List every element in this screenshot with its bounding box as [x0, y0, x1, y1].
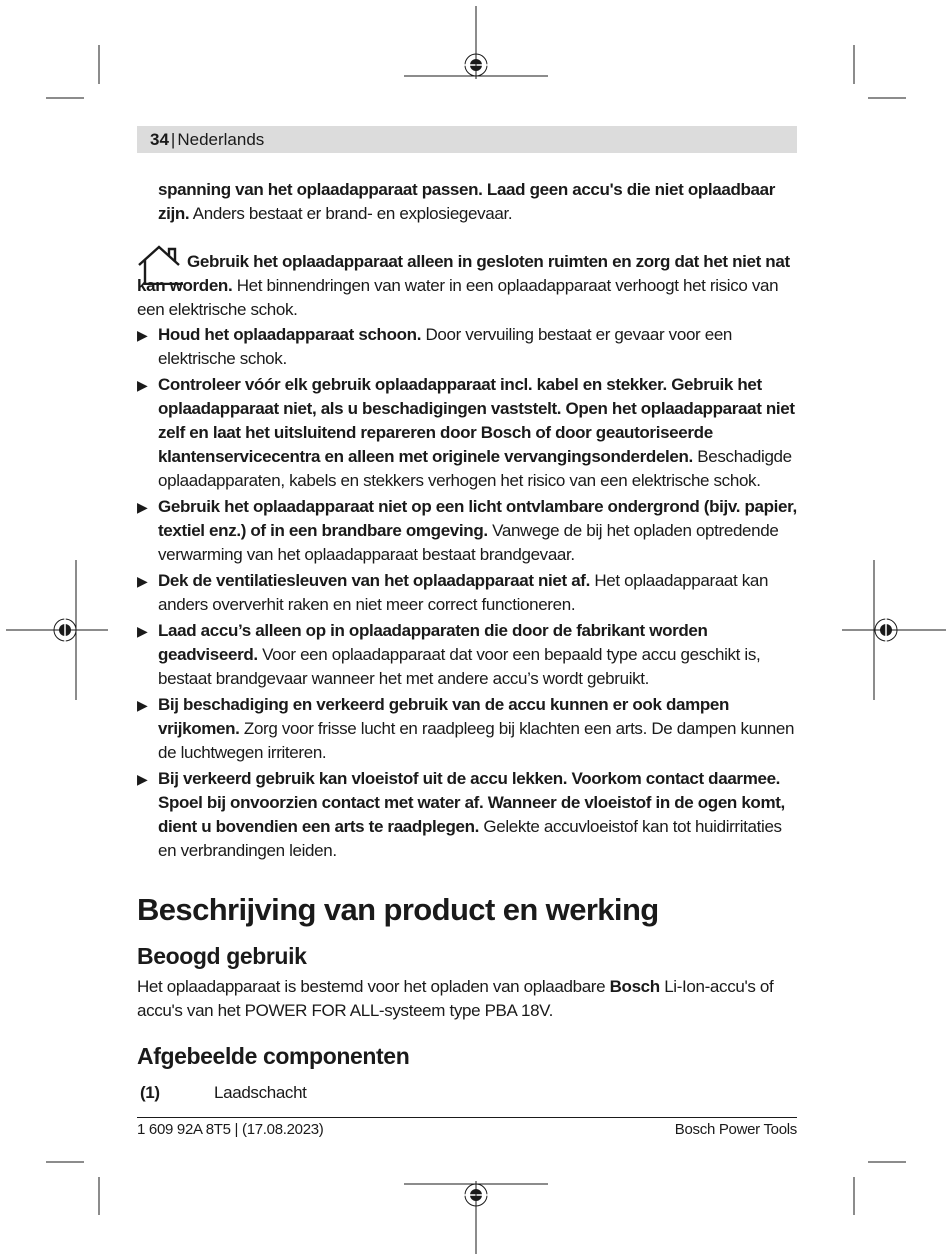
list-item — [137, 619, 799, 691]
intro-normal: Anders bestaat er brand- en explosiegevaar. — [189, 204, 513, 223]
bullet-arrow-icon: ▶ — [137, 771, 148, 787]
bullet-bold: Laad accu’s alleen op in oplaadapparaten die door de fabrikant worden geadviseerd. — [158, 621, 708, 664]
page-number: 34 — [150, 130, 169, 149]
list-item — [137, 569, 799, 617]
page-header — [137, 126, 797, 153]
footer-doc-code: 1 609 92A 8T5 | (17.08.2023) — [137, 1121, 324, 1138]
component-item — [137, 1081, 799, 1105]
main-content — [137, 178, 799, 1105]
page-footer — [137, 1120, 797, 1140]
bullet-bold: Bij beschadiging en verkeerd gebruik van de accu kunnen er ook dampen vrijkomen. — [158, 695, 730, 738]
components-heading: Afgebeelde componenten — [137, 1043, 410, 1069]
bullet-arrow-icon: ▶ — [137, 377, 148, 393]
bullet-bold: Dek de ventilatiesleuven van het oplaadapparaat niet af. — [158, 571, 590, 590]
footer-divider — [137, 1117, 797, 1118]
bullet-bold: Bij verkeerd gebruik kan vloeistof uit de accu lekken. Voorkom contact daarmee. Spoel bij onvoorzien contact met water af. Wanneer de vloeistof in de ogen komt, dient u bovendien een arts te raadplegen. — [158, 769, 785, 836]
intro-paragraph — [137, 178, 799, 226]
indoor-use-warning — [137, 250, 799, 322]
intro-bold-1: spanning van het oplaadapparaat passen. Laad geen accu's die niet oplaadbaar — [158, 180, 776, 199]
bullet-bold: Controleer vóór elk gebruik oplaadapparaat incl. kabel en stekker. Gebruik het oplaadapparaat niet, als u beschadigingen vaststelt. Open het oplaadapparaat niet zelf en laat het uitsluitend repareren door Bosch of door geautoriseerde klantenservicecentra en alleen met originele vervangingsonderdelen. — [158, 375, 795, 466]
house-icon — [137, 245, 185, 285]
section-title: Beschrijving van product en werking — [137, 892, 659, 927]
bullet-arrow-icon: ▶ — [137, 573, 148, 589]
bullet-arrow-icon: ▶ — [137, 697, 148, 713]
bullet-normal: Het oplaadapparaat kan anders oververhit raken en niet meer correct functioneren. — [158, 571, 769, 614]
safety-bullet-list — [137, 323, 799, 863]
bullet-bold: Houd het oplaadapparaat schoon. — [158, 325, 422, 344]
header-separator: | — [170, 130, 176, 149]
bullet-arrow-icon: ▶ — [137, 499, 148, 515]
bullet-normal: Zorg voor frisse lucht en raadpleeg bij klachten een arts. De dampen kunnen de luchtwegen irriteren. — [158, 719, 795, 762]
header-language: Nederlands — [177, 130, 265, 149]
intended-use-text-after: Li-Ion-accu's of accu's van het POWER FOR ALL-systeem type PBA 18V. — [137, 977, 774, 1020]
bullet-normal: Door vervuiling bestaat er gevaar voor een elektrische schok. — [158, 325, 733, 368]
list-item — [137, 693, 799, 765]
indoor-use-normal: Het binnendringen van water in een oplaadapparaat verhoogt het risico van een elektrische schok. — [137, 276, 779, 319]
indoor-use-text — [137, 250, 799, 322]
intro-bold-2: zijn. — [158, 204, 190, 223]
intended-use-text — [137, 975, 799, 1023]
list-item — [137, 323, 799, 371]
list-item — [137, 767, 799, 863]
bullet-arrow-icon: ▶ — [137, 327, 148, 343]
list-item — [137, 495, 799, 567]
intended-use-brand: Bosch — [609, 977, 660, 996]
intended-use-text-before: Het oplaadapparaat is bestemd voor het opladen van oplaadbare — [137, 977, 610, 996]
indoor-use-bold: Gebruik het oplaadapparaat alleen in gesloten ruimten en zorg dat het niet nat kan worden. — [137, 252, 790, 295]
bullet-normal: Beschadigde oplaadapparaten, kabels en stekkers verhogen het risico van een elektrische schok. — [158, 447, 792, 490]
intended-use-heading: Beoogd gebruik — [137, 943, 307, 969]
component-label: Laadschacht — [214, 1083, 307, 1102]
bullet-normal: Gelekte accuvloeistof kan tot huidirritaties en verbrandingen leiden. — [158, 817, 782, 860]
footer-brand: Bosch Power Tools — [674, 1121, 797, 1138]
component-number: (1) — [140, 1083, 160, 1102]
registration-target-top — [462, 51, 490, 79]
bullet-normal: Vanwege de bij het opladen optredende verwarming van het oplaadapparaat bestaat brandgevaar. — [158, 521, 779, 564]
registration-target-bottom — [462, 1181, 490, 1209]
bullet-bold: Gebruik het oplaadapparaat niet op een licht ontvlambare ondergrond (bijv. papier, textiel enz.) of in een brandbare omgeving. — [158, 497, 797, 540]
bullet-arrow-icon: ▶ — [137, 623, 148, 639]
bullet-normal: Voor een oplaadapparaat dat voor een bepaald type accu geschikt is, bestaat brandgevaar wanneer het met andere accu’s wordt gebruikt. — [158, 645, 761, 688]
list-item — [137, 373, 799, 493]
